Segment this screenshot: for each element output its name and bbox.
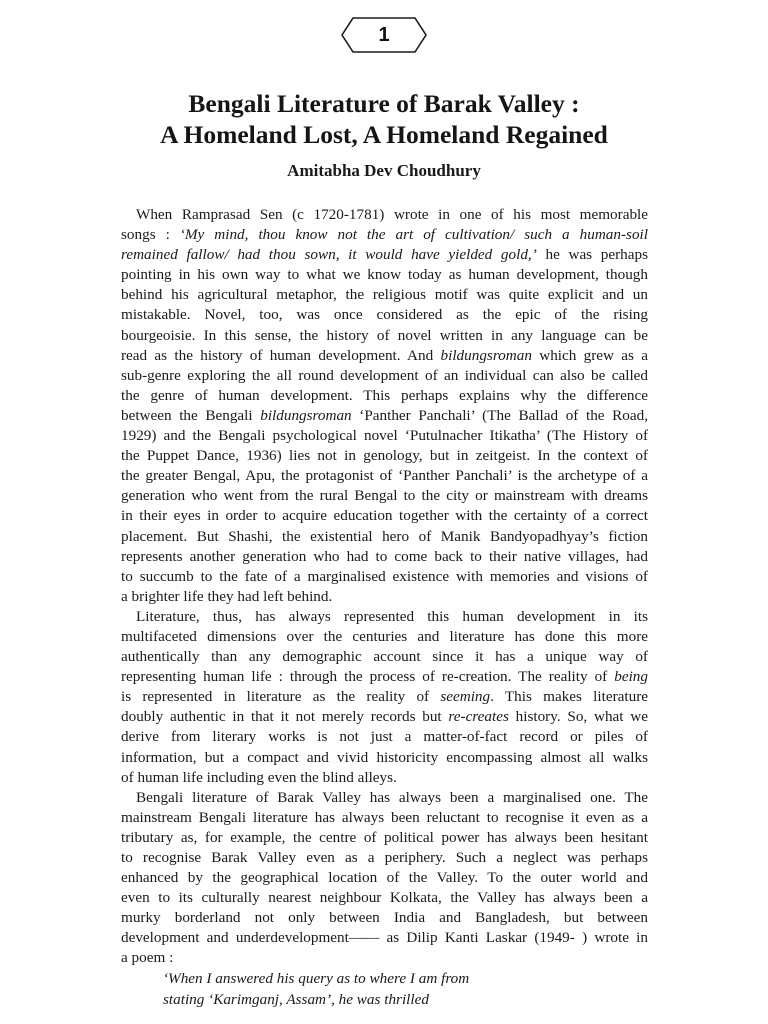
text-segment: a poem :	[121, 949, 174, 967]
text-segment: which grew as a	[531, 346, 648, 364]
text-line	[121, 245, 648, 265]
text-line	[121, 788, 648, 808]
text-line	[121, 506, 648, 526]
text-line	[121, 607, 648, 627]
italic-text: remained fallow/ had thou sown, it would have yielded gold,’	[121, 246, 537, 264]
italic-text: seeming	[440, 688, 491, 706]
text-line	[121, 868, 648, 888]
text-line	[121, 647, 648, 667]
text-line	[121, 305, 648, 325]
text-line	[121, 948, 648, 968]
text-line	[121, 205, 648, 225]
text-segment: generation who went from the rural Bengal to the city or mainstream with dreams	[121, 487, 648, 505]
text-line	[121, 386, 648, 406]
quote-line: stating ‘Karimganj, Assam’, he was thrilled	[163, 991, 429, 1008]
text-line	[121, 687, 648, 707]
text-line	[121, 486, 648, 506]
text-segment: placement. But Shashi, the existential hero of Manik Bandyopadhyay’s fiction	[121, 527, 648, 545]
text-segment: behind his agricultural metaphor, the religious motif was quite explicit and un	[121, 286, 648, 304]
text-segment: bourgeoisie. In this sense, the history of novel written in any language can be	[121, 326, 648, 344]
text-segment: . This makes literature	[490, 688, 648, 706]
text-segment: enhanced by the geographical location of the Valley. To the outer world and	[121, 869, 648, 887]
text-line	[121, 326, 648, 346]
text-segment: the Puppet Dance, 1936) lies not in genology, but in zeitgeist. In the context of	[121, 447, 648, 465]
text-segment: represents another generation who had to come back to their native villages, had	[121, 547, 648, 565]
text-line	[121, 527, 648, 547]
text-line	[121, 406, 648, 426]
text-segment: development and underdevelopment—— as Dilip Kanti Laskar (1949- ) wrote in	[121, 929, 648, 947]
text-line	[121, 366, 648, 386]
text-segment: derive from literary works is not just a matter-of-fact record or piles of	[121, 728, 648, 746]
text-segment: is represented in literature as the reality of	[121, 688, 441, 706]
text-segment: between the Bengali	[121, 406, 261, 424]
text-segment: even to its culturally nearest neighbour Kolkata, the Valley has always been a	[121, 889, 648, 907]
text-line	[121, 346, 648, 366]
poem-quote	[163, 968, 643, 1010]
text-line	[121, 446, 648, 466]
italic-text: bildungsroman	[260, 406, 352, 424]
quote-line: ‘When I answered his query as to where I am from	[163, 970, 470, 987]
text-segment: tributary as, for example, the centre of political power has always been hesitant	[121, 828, 648, 846]
text-segment: multifaceted dimensions over the centuries and literature has done this more	[121, 627, 648, 645]
italic-text: bildungsroman	[440, 346, 532, 364]
text-segment: ‘Panther Panchali’ (The Ballad of the Road,	[351, 406, 648, 424]
text-segment: mistakable. Novel, too, was once considered as the epic of the rising	[121, 306, 648, 324]
italic-text: ‘My mind, thou know not the art of cultivation/ such a human-soil	[179, 226, 648, 244]
text-segment: of human life including even the blind alleys.	[121, 768, 397, 786]
text-segment: read as the history of human development. And	[121, 346, 441, 364]
body-text	[121, 205, 648, 969]
italic-text: being	[614, 668, 648, 686]
chapter-badge	[341, 17, 427, 53]
text-segment: pointing in his own way to what we know today as human development, though	[121, 266, 648, 284]
text-segment: mainstream Bengali literature has always been reluctant to recognise it even as a	[121, 808, 648, 826]
text-line	[121, 707, 648, 727]
text-line	[121, 727, 648, 747]
text-line	[121, 225, 648, 245]
text-segment: authentically than any demographic account since it has a unique way of	[121, 648, 648, 666]
text-segment: songs :	[121, 226, 180, 244]
text-line	[121, 567, 648, 587]
text-segment: sub-genre exploring the all round development of an individual can also be called	[121, 366, 648, 384]
text-segment: When Ramprasad Sen (c 1720-1781) wrote in one of his most memorable	[136, 206, 648, 223]
text-line	[121, 587, 648, 607]
text-line	[121, 748, 648, 768]
text-segment: the genre of human development. This perhaps explains why the difference	[121, 386, 648, 404]
text-segment: to succumb to the fate of a marginalised existence with memories and visions of	[121, 567, 648, 585]
chapter-number: 1	[378, 24, 390, 46]
author-name: Amitabha Dev Choudhury	[287, 161, 481, 180]
text-line	[121, 466, 648, 486]
chapter-title-line-1: Bengali Literature of Barak Valley :	[188, 89, 580, 118]
text-line	[121, 928, 648, 948]
text-segment: representing human life : through the process of re-creation. The reality of	[121, 668, 615, 686]
text-segment: information, but a compact and vivid historicity encompassing almost all walks	[121, 748, 648, 766]
text-line	[121, 808, 648, 828]
text-segment: the greater Bengal, Apu, the protagonist of ‘Panther Panchali’ is the archetype of a	[121, 467, 648, 485]
text-line	[121, 627, 648, 647]
text-line	[121, 285, 648, 305]
text-line	[121, 888, 648, 908]
text-line	[121, 547, 648, 567]
text-line	[121, 908, 648, 928]
text-segment: doubly authentic in that it not merely records but	[121, 708, 449, 726]
italic-text: re-creates	[448, 708, 509, 726]
text-segment: in their eyes in order to acquire education together with the certainty of a correct	[121, 507, 648, 525]
text-segment: murky borderland not only between India and Bangladesh, but between	[121, 909, 648, 927]
text-segment: 1929) and the Bengali psychological novel ‘Putulnacher Itikatha’ (The History of	[121, 427, 648, 445]
text-segment: Bengali literature of Barak Valley has always been a marginalised one. The	[136, 788, 648, 806]
text-segment: to recognise Barak Valley even as a periphery. Such a neglect was perhaps	[121, 849, 648, 866]
text-segment: history. So, what we	[508, 708, 648, 726]
text-line	[121, 828, 648, 848]
text-segment: Literature, thus, has always represented this human development in its	[136, 607, 648, 625]
text-line	[121, 768, 648, 788]
text-line	[121, 426, 648, 446]
text-segment: he was perhaps	[536, 246, 648, 264]
text-line	[121, 667, 648, 687]
text-segment: a brighter life they had left behind.	[121, 587, 333, 605]
chapter-title-line-2: A Homeland Lost, A Homeland Regained	[160, 120, 608, 149]
text-line	[121, 265, 648, 285]
text-line	[121, 848, 648, 868]
